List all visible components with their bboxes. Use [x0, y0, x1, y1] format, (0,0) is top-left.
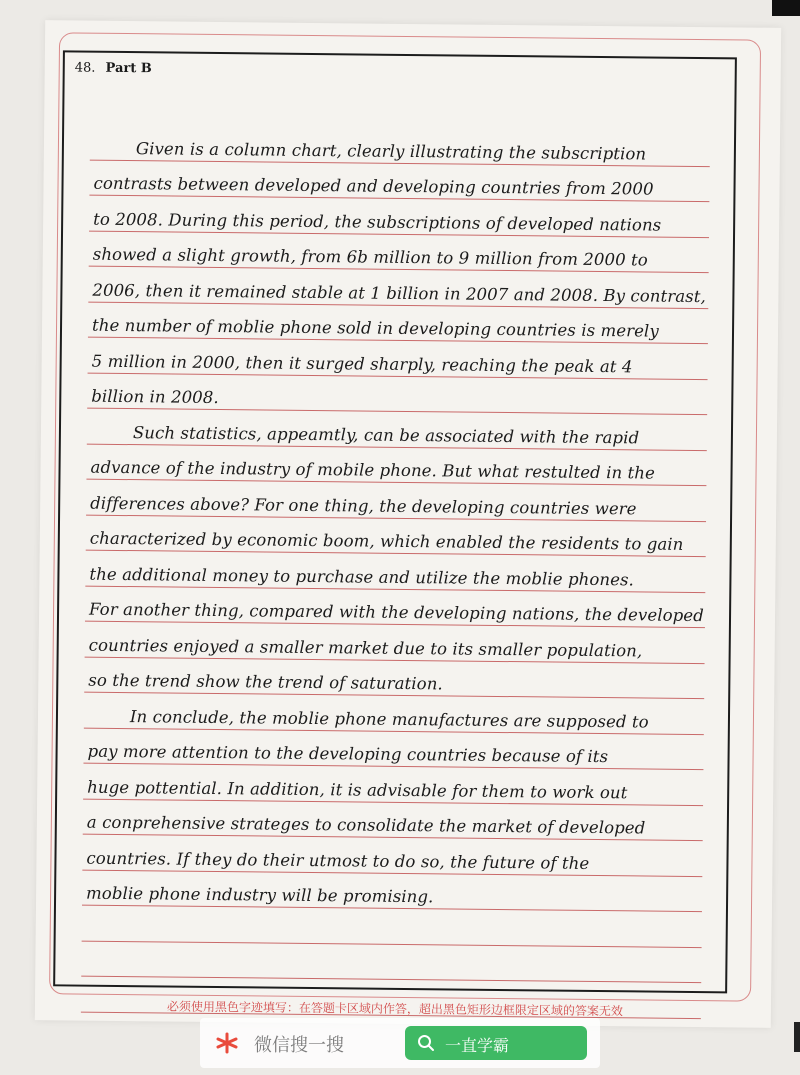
essay-line: the additional money to purchase and utilize the moblie phones.: [85, 551, 705, 593]
answer-area-frame: [53, 50, 737, 993]
essay-line: countries. If they do their utmost to do so, the future of the: [82, 835, 702, 877]
essay-line: showed a slight growth, from 6b million to 9 million from 2000 to: [89, 231, 709, 273]
essay-line: In conclude, the moblie phone manufactures are supposed to: [84, 693, 704, 735]
essay-line: 5 million in 2000, then it surged sharply, reaching the peak at 4: [88, 338, 708, 380]
wechat-search-label: 微信搜一搜: [254, 1035, 344, 1056]
essay-line: moblie phone industry will be promising.: [82, 870, 702, 912]
answer-sheet: [35, 20, 781, 1028]
essay-line: For another thing, compared with the developing nations, the developed: [85, 586, 705, 628]
essay-line: 2006, then it remained stable at 1 billion in 2007 and 2008. By contrast,: [88, 267, 708, 309]
essay-line: Such statistics, appeamtly, can be associated with the rapid: [87, 409, 707, 451]
search-button-label: 一直学霸: [445, 1036, 510, 1055]
essay-lines: [81, 125, 710, 1019]
essay-line: Given is a column chart, clearly illustrating the subscription: [90, 125, 710, 167]
essay-line: billion in 2008.: [87, 373, 707, 415]
essay-line: the number of moblie phone sold in developing countries is merely: [88, 302, 708, 344]
essay-line: characterized by economic boom, which enabled the residents to gain: [86, 515, 706, 557]
essay-line: differences above? For one thing, the developing countries were: [86, 480, 706, 522]
search-button[interactable]: [405, 1026, 587, 1060]
wechat-search-overlay: [200, 1018, 600, 1068]
wechat-search-logo-icon: [214, 1030, 240, 1056]
question-number: 48.: [74, 60, 96, 76]
essay-line: pay more attention to the developing countries because of its: [83, 728, 703, 770]
essay-line: advance of the industry of mobile phone. But what restulted in the: [86, 444, 706, 486]
edge-mark: [794, 1022, 800, 1052]
question-label: [75, 60, 152, 76]
answer-area-notice: 必须使用黑色字迹填写：在答题卡区域内作答，超出黑色矩形边框限定区域的答案无效: [166, 999, 623, 1019]
essay-line: a conprehensive strateges to consolidate the market of developed: [83, 799, 703, 841]
part-label: Part B: [105, 60, 152, 77]
essay-line: countries enjoyed a smaller market due to its smaller population,: [85, 622, 705, 664]
essay-line: to 2008. During this period, the subscriptions of developed nations: [89, 196, 709, 238]
essay-line: so the trend show the trend of saturation.: [84, 657, 704, 699]
essay-line: contrasts between developed and developing countries from 2000: [89, 160, 709, 202]
search-icon: [417, 1034, 435, 1052]
corner-registration-mark: [772, 0, 800, 16]
essay-line: huge pottential. In addition, it is advisable for them to work out: [83, 764, 703, 806]
